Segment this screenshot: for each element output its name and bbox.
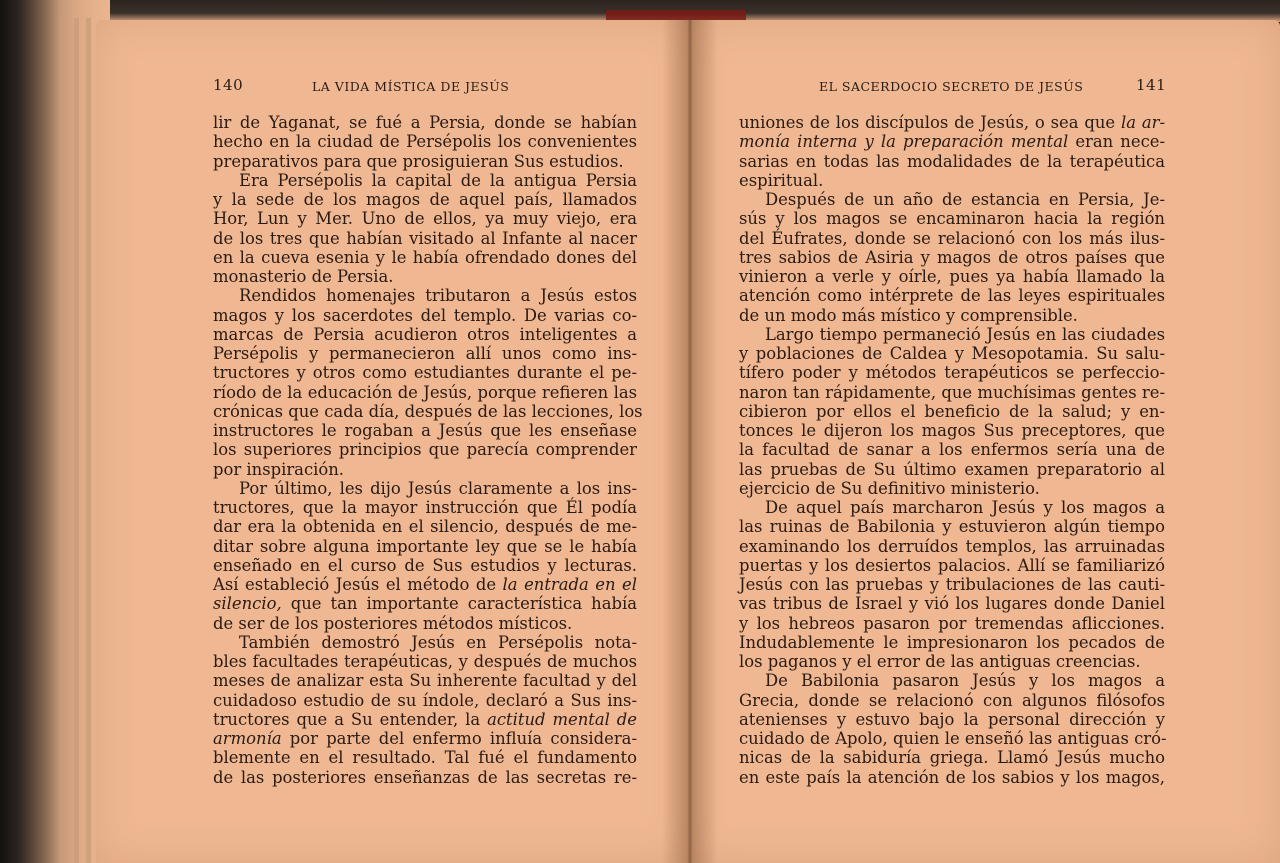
text-line-content: por inspiración. (213, 459, 345, 479)
text-line (739, 267, 1165, 286)
text-line-content: crónicas que cada día, después de las lecciones, los (213, 401, 643, 421)
text-line (739, 575, 1165, 594)
text-line (739, 286, 1165, 305)
text-line-content: Así estableció Jesús el método de (213, 575, 503, 594)
text-line-continuation: que tan importante característica había (281, 594, 637, 614)
text-line-content: cuidadoso estudio de su índole, declaró a Sus ins- (213, 690, 637, 710)
text-line-content: De Babilonia pasaron Jesús y los magos a (765, 671, 1165, 691)
text-line (739, 440, 1165, 459)
text-line-content: en este país la atención de los sabios y los magos, (739, 767, 1165, 787)
text-line (739, 479, 1165, 498)
text-line (739, 132, 1165, 151)
text-line-content: magos y los sacerdotes del templo. De varias co- (213, 305, 637, 325)
text-line-content: Después de un año de estancia en Persia, Je- (765, 190, 1165, 209)
text-line (213, 209, 637, 228)
left-page-text (213, 113, 643, 787)
text-line (739, 556, 1165, 575)
text-line (739, 671, 1165, 690)
text-line-content: ejercicio de Su definitivo ministerio. (739, 478, 1040, 498)
italic-phrase: actitud mental de (487, 709, 637, 729)
text-line (213, 190, 637, 209)
text-line-content: Jesús con las pruebas y tribulaciones de las cauti- (739, 575, 1165, 594)
text-line-content: las ruinas de Babilonia y estuvieron algún tiempo (739, 517, 1165, 537)
text-line-content: hecho en la ciudad de Persépolis los convenientes (213, 132, 637, 152)
italic-phrase: la entrada en el (502, 575, 637, 594)
italic-phrase: armonía (213, 729, 282, 748)
text-line (213, 267, 637, 286)
text-line-content: naron tan rápidamente, que muchísimas gentes re- (739, 382, 1165, 402)
text-line-content: ríodo de la educación de Jesús, porque refieren las (213, 382, 637, 402)
text-line-content: de los tres que habían visitado al Infante al nacer (213, 228, 637, 248)
text-line (213, 710, 637, 729)
text-line-content: marcas de Persia acudieron otros inteligentes a (213, 324, 637, 344)
text-line-content: atención como intérprete de las leyes espirituales (739, 286, 1165, 306)
text-line (739, 594, 1165, 613)
text-line (213, 594, 637, 613)
text-line-continuation: por parte del enfermo influía considera- (281, 729, 637, 748)
text-line-content: y poblaciones de Caldea y Mesopotamia. Su salu- (739, 344, 1165, 363)
left-running-head: LA VIDA MÍSTICA DE JESÚS (312, 79, 510, 94)
italic-phrase: la ar- (1120, 113, 1165, 132)
text-line-content: preparativos para que prosiguieran Sus estudios. (213, 151, 624, 171)
text-line (213, 421, 637, 440)
text-line-content: uniones de los discípulos de Jesús, o sea que (739, 113, 1121, 132)
text-line-content: las pruebas de Su último examen preparatorio al (739, 459, 1165, 479)
left-page-number: 140 (213, 76, 244, 94)
text-line (213, 460, 637, 479)
text-line-content: y los hebreos pasaron por tremendas aflicciones. (739, 613, 1165, 633)
text-line (213, 344, 637, 363)
text-line (739, 306, 1165, 325)
text-line (213, 171, 637, 190)
text-line (739, 652, 1165, 671)
text-line-content: vas tribus de Israel y vió los lugares donde Daniel (739, 594, 1165, 614)
text-line-content: ditar sobre alguna importante ley que se le había (213, 536, 637, 556)
text-line (213, 113, 637, 132)
book-gutter (662, 20, 718, 863)
text-line-content: tonces le dijeron los magos Sus preceptores, que (739, 421, 1165, 440)
text-line (213, 498, 637, 517)
page-stack-line (74, 18, 79, 863)
text-line (213, 306, 637, 325)
text-line (739, 691, 1165, 710)
text-line (213, 748, 637, 767)
text-line-content: los superiores principios que parecía comprender (213, 440, 637, 460)
text-line-content: tructores, que la mayor instrucción que Él podía (213, 498, 637, 517)
text-line (213, 132, 637, 151)
text-line (213, 556, 637, 575)
text-line-content: Persépolis y permanecieron allí unos como ins- (213, 344, 637, 363)
text-line-content: en la cueva esenia y le había ofrendado dones del (213, 247, 637, 267)
text-line (213, 517, 637, 536)
text-line (213, 671, 637, 690)
text-line (739, 325, 1165, 344)
text-line-content: Por último, les dijo Jesús claramente a los ins- (239, 478, 637, 498)
text-line (213, 363, 637, 382)
text-line-content: dar era la obtenida en el silencio, después de me- (213, 517, 637, 537)
text-line (739, 768, 1165, 787)
text-line-content: y la sede de los magos de aquel país, llamados (213, 190, 637, 209)
text-line-content: tructores que a Su entender, la (213, 709, 488, 729)
text-line (213, 691, 637, 710)
text-line-content: los paganos y el error de las antiguas creencias. (739, 652, 1141, 671)
text-line (213, 614, 637, 633)
text-line (213, 575, 637, 594)
text-line (213, 229, 637, 248)
italic-phrase: silencio, (213, 594, 282, 614)
text-line-content: sús y los magos se encaminaron hacia la región (739, 209, 1165, 229)
text-line (739, 383, 1165, 402)
text-line-content: examinando los derruídos templos, las arruinadas (739, 536, 1165, 556)
page-stack-line (60, 18, 65, 863)
text-line (213, 325, 637, 344)
text-line (739, 113, 1165, 132)
text-line (739, 614, 1165, 633)
text-line-content: tífero poder y métodos terapéuticos se perfeccio- (739, 363, 1165, 383)
text-line (739, 190, 1165, 209)
right-page-number: 141 (1136, 76, 1167, 94)
text-line-content: vinieron a verle y oírle, pues ya había llamado la (739, 267, 1165, 286)
text-line-content: Hor, Lun y Mer. Uno de ellos, ya muy viejo, era (213, 209, 637, 229)
text-line (739, 171, 1165, 190)
text-line-content: de ser de los posteriores métodos místicos. (213, 613, 573, 633)
text-line-content: nicas de la sabiduría griega. Llamó Jesús mucho (739, 748, 1165, 768)
text-line (739, 209, 1165, 228)
text-line-content: Largo tiempo permaneció Jesús en las ciudades (765, 324, 1165, 344)
text-line-content: tructores y otros como estudiantes durante el pe- (213, 363, 637, 383)
text-line (213, 479, 637, 498)
page-stack-line (86, 18, 91, 863)
text-line (739, 229, 1165, 248)
text-line (213, 286, 637, 305)
text-line (739, 460, 1165, 479)
text-line-content: Indudablemente le impresionaron los pecados de (739, 632, 1165, 652)
text-line-content: atenienses y estuvo bajo la personal dirección y (739, 709, 1165, 729)
text-line (213, 248, 637, 267)
text-line (739, 517, 1165, 536)
text-line-content: puertas y los desiertos palacios. Allí se familiarizó (739, 555, 1165, 575)
text-line (213, 537, 637, 556)
text-line-content: instructores le rogaban a Jesús que les enseñase (213, 421, 637, 440)
text-line-content: de las posteriores enseñanzas de las secretas re- (213, 767, 637, 787)
text-line (213, 652, 637, 671)
text-line-content: bles facultades terapéuticas, y después de muchos (213, 652, 637, 671)
text-line (739, 152, 1165, 171)
text-line-content: la facultad de sanar a los enfermos sería una de (739, 440, 1165, 460)
text-line (739, 748, 1165, 767)
text-line (739, 344, 1165, 363)
text-line-content: lir de Yaganat, se fué a Persia, donde se habían (213, 113, 637, 132)
text-line (213, 401, 643, 421)
text-line (739, 402, 1165, 421)
text-line-content: meses de analizar esta Su inherente facultad y del (213, 671, 637, 691)
text-line (739, 710, 1165, 729)
text-line (213, 152, 637, 171)
text-line-content: Grecia, donde se relacionó con algunos filósofos (739, 690, 1165, 710)
text-line-content: espiritual. (739, 170, 824, 190)
text-line (213, 383, 637, 402)
right-running-head: EL SACERDOCIO SECRETO DE JESÚS (819, 79, 1084, 94)
text-line (213, 633, 637, 652)
text-line (739, 248, 1165, 267)
text-line (739, 537, 1165, 556)
italic-phrase: monía interna y la preparación mental (739, 132, 1069, 152)
text-line (739, 633, 1165, 652)
text-line-content: de un modo más místico y comprensible. (739, 305, 1078, 325)
text-line (739, 498, 1165, 517)
text-line-content: Rendidos homenajes tributaron a Jesús estos (239, 286, 637, 306)
text-line (213, 768, 637, 787)
text-line-content: cuidado de Apolo, quien le enseñó las antiguas cró- (739, 729, 1167, 748)
text-line-content: sarias en todas las modalidades de la terapéutica (739, 151, 1165, 171)
text-line-content: cibieron por ellos el beneficio de la salud; y en- (739, 401, 1165, 421)
text-line-content: blemente en el resultado. Tal fué el fundamento (213, 748, 637, 768)
text-line (213, 729, 637, 748)
right-page-text (739, 113, 1165, 787)
text-line (739, 421, 1165, 440)
text-line-continuation: eran nece- (1068, 132, 1165, 152)
text-line-content: También demostró Jesús en Persépolis nota- (239, 632, 637, 652)
text-line-content: monasterio de Persia. (213, 267, 394, 286)
text-line-content: tres sabios de Asiria y magos de otros países que (739, 247, 1165, 267)
text-line-content: De aquel país marcharon Jesús y los magos a (765, 498, 1165, 517)
text-line (213, 440, 637, 459)
text-line-content: Era Persépolis la capital de la antigua Persia (239, 170, 637, 190)
text-line-content: del Éufrates, donde se relacionó con los más ilus- (739, 228, 1165, 248)
text-line-content: enseñado en el curso de Sus estudios y lecturas. (213, 555, 637, 575)
book-page-edges (0, 0, 110, 863)
text-line (739, 363, 1165, 382)
text-line (739, 729, 1165, 748)
